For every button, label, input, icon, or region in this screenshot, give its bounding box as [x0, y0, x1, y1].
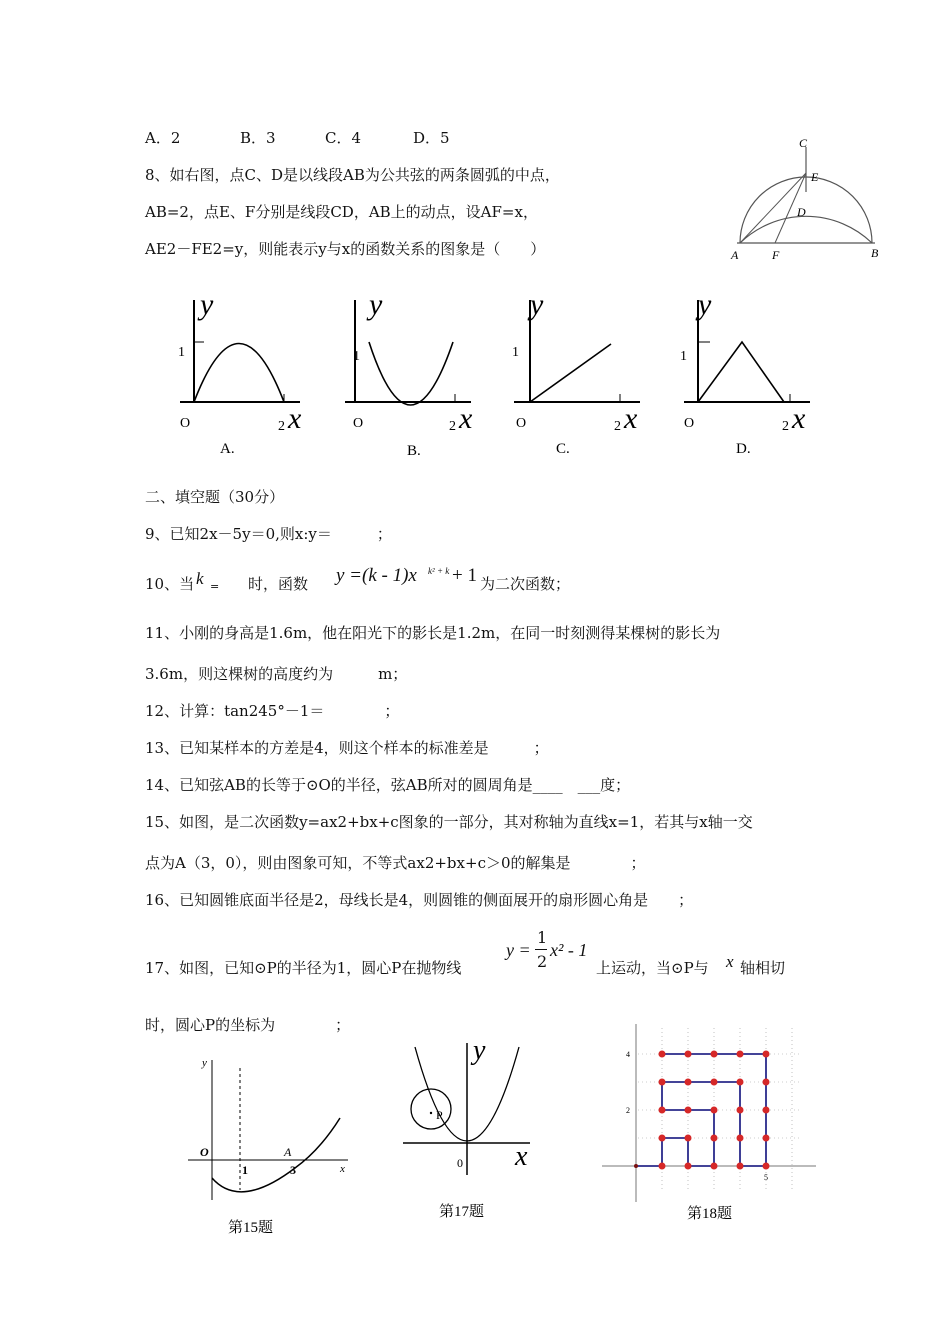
- graph-d-two-label: 2: [782, 419, 789, 434]
- q14: 14、已知弦AB的长等于⊙O的半径，弦AB所对的圆周角是____ ___度；: [145, 776, 631, 794]
- graph-a-x-label: x: [288, 402, 302, 435]
- graph-a-one-label: 1: [178, 345, 185, 360]
- graph-d-y-label: y: [698, 290, 712, 321]
- graph-c-x-label: x: [624, 402, 638, 435]
- graph-c-y-label: y: [530, 290, 544, 321]
- q10-k: k: [196, 569, 204, 588]
- q8-graph-c: [500, 290, 655, 460]
- q10-prefix: 10、当: [145, 575, 195, 593]
- fig17-x-label: x: [515, 1141, 528, 1172]
- graph-a-y-label: y: [200, 290, 214, 321]
- q7-option-b: B．3: [240, 129, 276, 147]
- graph-b-two-label: 2: [449, 419, 456, 434]
- q15-line2: 点为A（3，0），则由图象可知，不等式ax2+bx+c＞0的解集是 ；: [145, 854, 646, 872]
- graph-c-option-label: C.: [556, 441, 570, 457]
- q9: 9、已知2x－5y＝0,则x:y＝ ；: [145, 525, 392, 543]
- fig17-p-label: P: [436, 1108, 443, 1122]
- graph-d-x-label: x: [792, 402, 806, 435]
- graph-a-two-label: 2: [278, 419, 285, 434]
- q10-eq: =: [210, 580, 220, 593]
- q17-mid: 上运动，当⊙P与: [596, 959, 709, 977]
- figure-18: [600, 1020, 820, 1230]
- graph-d-one-label: 1: [680, 349, 687, 364]
- graph-d-option-label: D.: [736, 441, 751, 457]
- figure-15: [180, 1050, 360, 1245]
- q11-line1: 11、小刚的身高是1.6m，他在阳光下的影长是1.2m，在同一时刻测得某棵树的影长为: [145, 624, 721, 642]
- graph-c-one-label: 1: [512, 345, 519, 360]
- q17-suffix: 轴相切: [740, 959, 786, 977]
- point-f-label: F: [772, 248, 780, 262]
- fig18-caption: 第18题: [687, 1206, 733, 1222]
- q17-fraction-bar: [535, 949, 547, 950]
- q8-arc-figure: [725, 135, 885, 265]
- fig17-origin-label: 0: [457, 1156, 463, 1170]
- q16: 16、已知圆锥底面半径是2，母线长是4，则圆锥的侧面展开的扇形圆心角是 ；: [145, 891, 694, 909]
- fig15-origin-label: O: [200, 1145, 209, 1159]
- q17-prefix: 17、如图，已知⊙P的半径为1，圆心P在抛物线: [145, 959, 462, 977]
- q17-formula-num: 1: [537, 928, 548, 947]
- fig18-tick-2: 2: [626, 1106, 630, 1115]
- q17-x: x: [726, 952, 734, 971]
- graph-b-option-label: B.: [407, 443, 421, 459]
- q10-formula-main: y =(k - 1)x: [336, 565, 417, 586]
- fig18-tick-4: 4: [626, 1050, 630, 1059]
- q17-formula-den: 2: [537, 952, 548, 971]
- q8-graph-d: [670, 290, 825, 460]
- q10-formula-tail: + 1: [452, 565, 477, 586]
- fig15-three-label: 3: [290, 1163, 296, 1177]
- q8-line1: 8、如右图，点C、D是以线段AB为公共弦的两条圆弧的中点，: [145, 166, 560, 184]
- fig18-tick-5: 5: [764, 1173, 768, 1182]
- q8-line2: AB=2，点E、F分别是线段CD，AB上的动点，设AF=x，: [145, 203, 538, 221]
- q11-line2: 3.6m，则这棵树的高度约为 m；: [145, 665, 408, 683]
- q8-graph-a: [170, 290, 315, 460]
- graph-b-one-label: 1: [353, 349, 360, 364]
- q8-graph-b: [335, 290, 490, 460]
- q10-suffix: 为二次函数；: [480, 575, 571, 593]
- graph-d-origin-label: O: [684, 416, 695, 431]
- q10-formula-exp: k² + k: [428, 566, 450, 576]
- point-e-label: E: [811, 170, 819, 184]
- figure-17: [395, 1035, 545, 1230]
- q7-option-c: C．4: [325, 129, 362, 147]
- point-a-label: A: [731, 248, 739, 262]
- q17-line2: 时，圆心P的坐标为 ；: [145, 1016, 351, 1034]
- fig15-y-label: y: [202, 1057, 207, 1069]
- q17-formula-rest: x² - 1: [550, 940, 588, 960]
- q13: 13、已知某样本的方差是4，则这个样本的标准差是 ；: [145, 739, 549, 757]
- fig15-caption: 第15题: [228, 1220, 274, 1236]
- graph-a-origin-label: O: [180, 416, 191, 431]
- fig15-one-label: 1: [242, 1163, 248, 1177]
- graph-b-origin-label: O: [353, 416, 364, 431]
- q15-line1: 15、如图，是二次函数y=ax2+bx+c图象的一部分，其对称轴为直线x=1，若其与x轴一交: [145, 813, 753, 831]
- fig17-caption: 第17题: [439, 1204, 485, 1220]
- fig15-a-label: A: [284, 1145, 292, 1159]
- graph-c-two-label: 2: [614, 419, 621, 434]
- point-d-label: D: [797, 205, 806, 219]
- q7-option-a: A．2: [145, 129, 181, 147]
- graph-b-x-label: x: [459, 402, 473, 435]
- point-b-label: B: [871, 246, 879, 260]
- graph-c-origin-label: O: [516, 416, 527, 431]
- point-c-label: C: [799, 136, 808, 150]
- q10-mid: 时，函数: [218, 575, 309, 593]
- q7-option-d: D．5: [413, 129, 450, 147]
- graph-b-y-label: y: [369, 290, 383, 321]
- fig15-x-label: x: [340, 1163, 345, 1175]
- section2-title: 二、填空题（30分）: [145, 488, 285, 506]
- fig17-y-label: y: [473, 1035, 486, 1066]
- q12: 12、计算：tan245°－1＝ ；: [145, 702, 400, 720]
- q17-formula-y: y =: [506, 940, 531, 960]
- q8-line3: AE2－FE2=y，则能表示y与x的函数关系的图象是（ ）: [145, 240, 546, 258]
- graph-a-option-label: A.: [220, 441, 235, 457]
